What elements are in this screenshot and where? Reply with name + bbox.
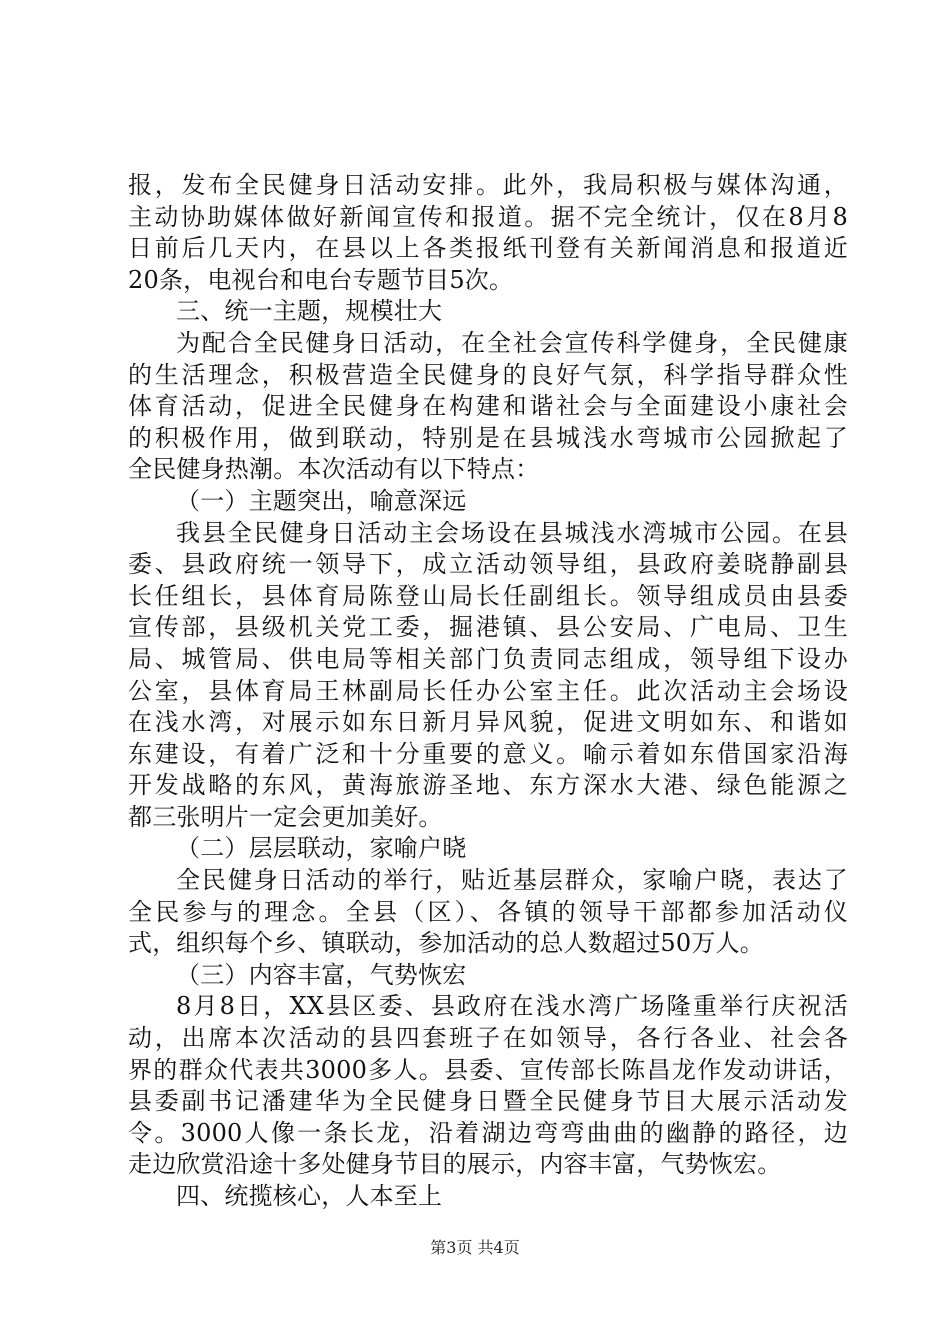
text-line: 报，发布全民健身日活动安排。此外，我局积极与媒体沟通， xyxy=(128,171,848,199)
text-line: 全民健身日活动的举行，贴近基层群众，家喻户晓，表达了 xyxy=(176,866,848,895)
text-line: 长任组长，县体育局陈登山局长任副组长。领导组成员由县委 xyxy=(128,581,848,610)
text-line: 日前后几天内，在县以上各类报纸刊登有关新闻消息和报道近 xyxy=(128,234,848,263)
text-line: 主动协助媒体做好新闻宣传和报道。据不完全统计，仅在8月8 xyxy=(128,202,848,231)
text-line: 局、城管局、供电局等相关部门负责同志组成，领导组下设办 xyxy=(128,644,848,673)
document-body xyxy=(128,170,848,1213)
page-footer: 第3页 共4页 xyxy=(430,1238,520,1257)
text-line: （三）内容丰富，气势恢宏 xyxy=(176,960,467,989)
text-line: 的积极作用，做到联动，特别是在县城浅水弯城市公园掀起了 xyxy=(128,423,848,452)
text-line: 20条，电视台和电台专题节目5次。 xyxy=(128,265,514,294)
text-line: 走边欣赏沿途十多处健身节目的展示，内容丰富，气势恢宏。 xyxy=(128,1150,782,1179)
text-line: 县委副书记潘建华为全民健身日暨全民健身节目大展示活动发 xyxy=(128,1087,848,1116)
text-line: 体育活动，促进全民健身在构建和谐社会与全面建设小康社会 xyxy=(128,392,848,421)
text-line: （二）层层联动，家喻户晓 xyxy=(176,834,467,863)
text-line: 委、县政府统一领导下，成立活动领导组，县政府姜晓静副县 xyxy=(128,550,848,579)
text-line: 式，组织每个乡、镇联动，参加活动的总人数超过50万人。 xyxy=(128,929,764,958)
text-line: 我县全民健身日活动主会场设在县城浅水湾城市公园。在县 xyxy=(176,518,848,547)
text-line: 公室，县体育局王林副局长任办公室主任。此次活动主会场设 xyxy=(128,676,848,705)
text-line: 的生活理念，积极营造全民健身的良好气氛，科学指导群众性 xyxy=(128,360,848,389)
text-line: 开发战略的东风，黄海旅游圣地、东方深水大港、绿色能源之 xyxy=(128,771,848,800)
text-line: （一）主题突出，喻意深远 xyxy=(176,486,467,515)
text-line: 界的群众代表共3000多人。县委、宣传部长陈昌龙作发动讲话， xyxy=(128,1055,848,1084)
text-line: 令。3000人像一条长龙，沿着湖边弯弯曲曲的幽静的路径，边 xyxy=(128,1118,848,1147)
text-line: 四、统揽核心，人本至上 xyxy=(176,1182,443,1210)
text-line: 全民健身热潮。本次活动有以下特点： xyxy=(128,455,540,484)
text-line: 东建设，有着广泛和十分重要的意义。喻示着如东借国家沿海 xyxy=(128,739,848,768)
text-line: 三、统一主题，规模壮大 xyxy=(176,297,443,326)
text-line: 宣传部，县级机关党工委，掘港镇、县公安局、广电局、卫生 xyxy=(128,613,848,642)
text-line: 为配合全民健身日活动，在全社会宣传科学健身，全民健康 xyxy=(176,328,848,357)
text-line: 在浅水湾，对展示如东日新月异风貌，促进文明如东、和谐如 xyxy=(128,708,848,737)
text-line: 8月8日，XX县区委、县政府在浅水湾广场隆重举行庆祝活 xyxy=(176,992,848,1021)
text-line: 都三张明片一定会更加美好。 xyxy=(128,802,443,831)
text-line: 全民参与的理念。全县（区）、各镇的领导干部都参加活动仪 xyxy=(128,897,848,926)
text-line: 动，出席本次活动的县四套班子在如领导，各行各业、社会各 xyxy=(128,1024,848,1053)
